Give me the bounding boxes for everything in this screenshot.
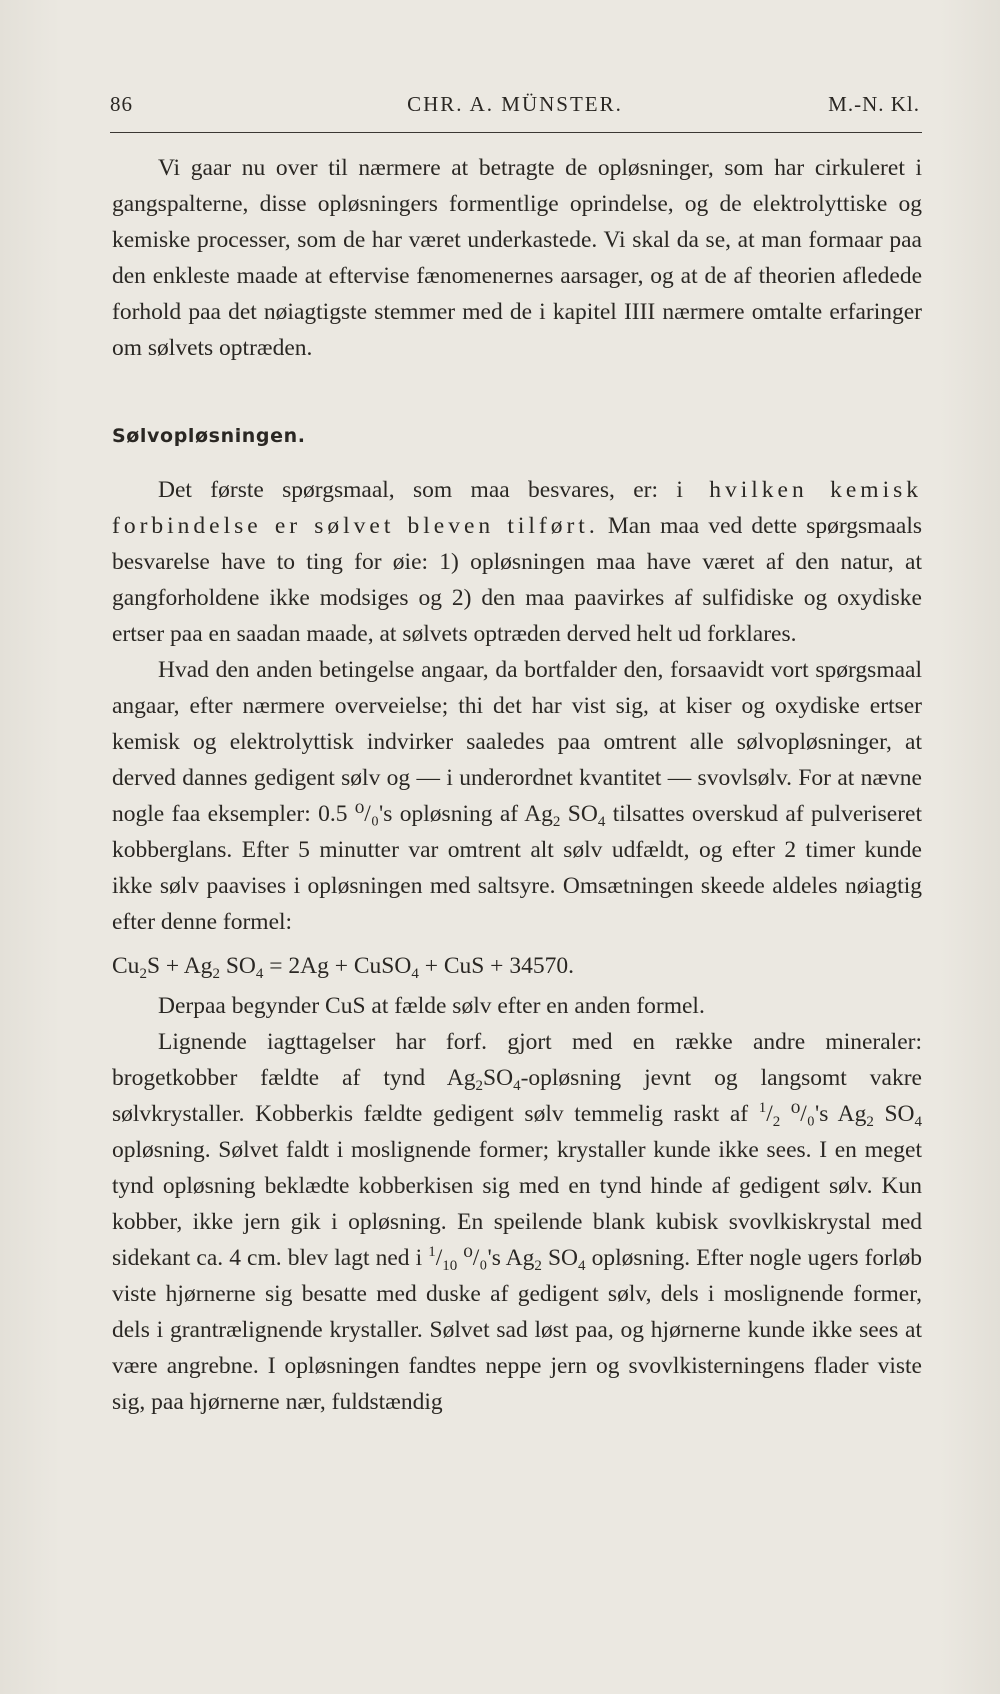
subscript: 10 <box>442 1258 458 1274</box>
subscript: 4 <box>513 1078 521 1094</box>
text-run: Det første spørgsmaal, som maa besvares, er: <box>158 477 677 503</box>
subscript: 2 <box>534 1258 542 1274</box>
spaced-emphasis: i hvilken kemisk forbindelse er sølvet bleven tilført. <box>112 477 922 539</box>
subscript: 4 <box>411 966 419 982</box>
text-run: Man maa ved dette spørgsmaals besvarelse have to ting for øie: 1) opløsningen maa have været af den natur, at gangforholdene ikke modsiges og 2) den maa paavirkes af sulfidiske og oxydiske ertser paa en saadan maade, at sølvets optræden derved helt ud forklares. <box>112 513 923 647</box>
text-run: SO <box>560 801 598 827</box>
subscript: 2 <box>552 814 561 830</box>
text-run: Lignende iagttagelser har forf. gjort med en række andre mineraler: brogetkobber fældte af tynd Ag <box>112 1029 922 1091</box>
eq-term: + CuS + 34570. <box>418 953 574 979</box>
paragraph-observations <box>112 1024 922 1420</box>
text-run: opløsning. Sølvet faldt i moslignende former; krystaller kunde ikke sees. I en meget tynd opløsning beklædte kobberkisen sig med en tynd hinde af gedigent sølv. Kun kobber, ikke jern gik i opløsning. En speilende blank kubisk svovlkiskrystal med sidekant ca. 4 cm. blev lagt ned i <box>112 1137 922 1271</box>
paragraph-question <box>112 472 922 652</box>
running-section: M.-N. Kl. <box>828 92 920 116</box>
body-text <box>112 150 922 1420</box>
subscript: 2 <box>139 966 147 982</box>
eq-term: = 2Ag + CuSO <box>263 953 412 979</box>
text-run: SO <box>873 1101 915 1127</box>
text-run: SO <box>483 1065 514 1091</box>
section-heading: Sølvopløsningen. <box>112 425 306 447</box>
text-run: -opløsning jevnt og langsomt vakre sølvkrystaller. Kobberkis fældte gedigent sølv temmelig raskt af <box>112 1065 922 1127</box>
header-rule <box>110 132 922 133</box>
text-run: SO <box>541 1245 578 1271</box>
subscript: 2 <box>866 1114 874 1130</box>
paragraph-condition <box>112 652 922 940</box>
text-run: opløsning. Efter nogle ugers forløb viste hjørnerne sig besatte med duske af gedigent sølv, dels i moslignende former, dels i grantrælignende krystaller. Sølvet sad løst paa, og hjørnerne kunde ikke sees at være angrebne. I opløsningen fandtes neppe jern og svovlkisterningens flader viste sig, paa hjørnerne nær, fuldstændig <box>112 1245 923 1415</box>
text-run: tilsattes overskud af pulveriseret kobberglans. Efter 5 minutter var omtrent alt sølv udfældt, og efter 2 timer kunde ikke sølv paavises i opløsningen med saltsyre. Omsætningen skeede aldeles nøiagtig efter denne formel: <box>112 801 922 935</box>
subscript: 4 <box>914 1114 922 1130</box>
superscript: 1 <box>758 1100 767 1116</box>
subscript: 2 <box>772 1114 781 1130</box>
text-run: Hvad den anden betingelse angaar, da bortfalder den, forsaavidt vort spørgsmaal angaar, efter nærmere overveielse; thi det har vist sig, at kiser og oxydiske ertser kemisk og elektrolyttisk indvirker saaledes paa omtrent alle sølvopløsninger, at derved dannes gedigent sølv og — i underordnet kvantitet — svovlsølv. For at nævne nogle faa eksempler: 0.5 ⁰/₀'s opløsning af Ag <box>112 657 922 827</box>
eq-term: S + Ag <box>146 953 213 979</box>
running-header <box>110 92 920 124</box>
eq-term: Cu <box>112 953 140 979</box>
running-author: CHR. A. MÜNSTER. <box>407 92 623 116</box>
eq-term: SO <box>219 953 256 979</box>
text-run: / <box>435 1245 443 1271</box>
chemical-equation <box>112 948 922 984</box>
paragraph-cus: Derpaa begynder CuS at fælde sølv efter en anden formel. <box>158 993 705 1019</box>
subscript: 4 <box>255 966 264 982</box>
subscript: 4 <box>578 1258 586 1274</box>
paragraph-intro: Vi gaar nu over til nærmere at betragte de opløsninger, som har cirkuleret i gangspalterne, disse opløsningers formentlige oprindelse, og de elektrolyttiske og kemiske processer, som de har været underkastede. Vi skal da se, at man formaar paa den enkleste maade at eftervise fænomenernes aarsager, og at de af theorien afledede forhold paa det nøiagtigste stemmer med de i kapitel IIII nærmere omtalte erfaringer om sølvets optræden. <box>112 155 922 361</box>
subscript: 4 <box>597 814 606 830</box>
subscript: 2 <box>475 1078 484 1094</box>
page-number: 86 <box>110 92 133 116</box>
text-run: ⁰/₀'s Ag <box>457 1245 535 1271</box>
text-run: / <box>766 1101 773 1127</box>
superscript: 1 <box>428 1244 436 1260</box>
subscript: 2 <box>212 966 220 982</box>
text-run: ⁰/₀'s Ag <box>780 1101 867 1127</box>
